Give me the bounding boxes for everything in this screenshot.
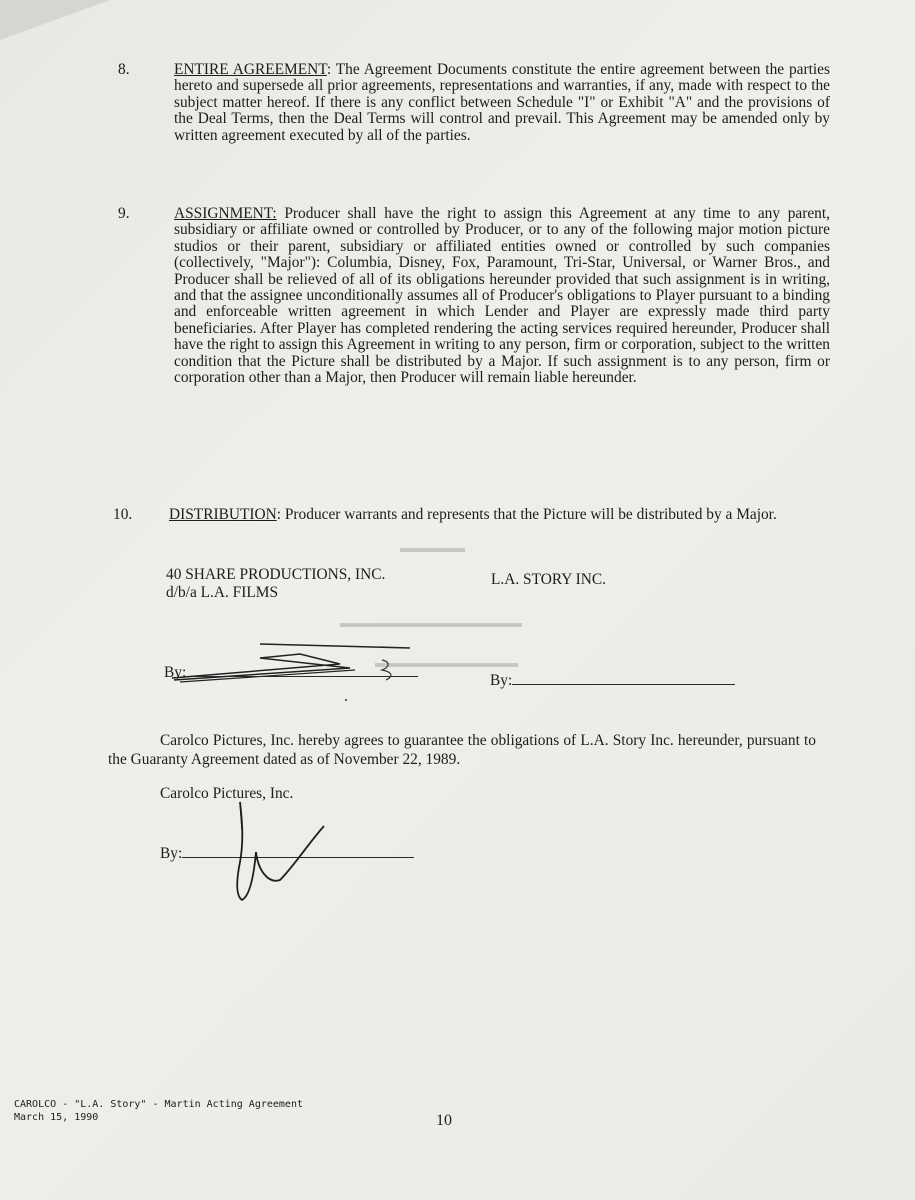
guarantee-paragraph: Carolco Pictures, Inc. hereby agrees to guarantee the obligations of L.A. Story Inc. hereunder, pursuant to the Guaranty Agreement dated as of November 22, 1989. (108, 732, 816, 768)
clause-10 (113, 507, 830, 523)
folded-corner (0, 0, 110, 40)
right-signature-line (490, 670, 735, 690)
clause-text: Producer warrants and represents that the Picture will be distributed by a Major. (281, 506, 777, 523)
page-number: 10 (436, 1112, 452, 1129)
footer-reference (14, 1098, 303, 1124)
guarantor-name: Carolco Pictures, Inc. (160, 785, 294, 802)
clause-number: 8. (118, 61, 130, 78)
right-company-name: L.A. STORY INC. (491, 571, 607, 588)
footer-date: March 15, 1990 (14, 1112, 99, 1123)
left-company-name: 40 SHARE PRODUCTIONS, INC. (166, 566, 386, 583)
left-company-block (166, 566, 385, 602)
guarantor-signature-image (228, 800, 338, 910)
by-label: By: (160, 845, 183, 862)
producer-signature-image (160, 636, 440, 696)
clause-heading: ASSIGNMENT: (174, 205, 277, 222)
clause-number: 10. (113, 506, 133, 523)
clause-paragraph: ENTIRE AGREEMENT: The Agreement Documents constitute the entire agreement between the parties hereto and supersede all prior agreements, representations and warranties, if any, made with respect to the subject matter hereof. If there is any conflict between Schedule "I" or Exhibit "A" and the provisions of the Deal Terms, then the Deal Terms will control and prevail. This Agreement may be amended only by written agreement executed by all of the parties. (174, 61, 830, 144)
clause-9 (118, 206, 830, 386)
bleed-through-mark: ▬▬▬▬▬▬▬▬▬▬▬ (375, 655, 518, 670)
bleed-through-mark: ▬▬▬▬▬▬▬▬▬▬▬▬▬▬ (340, 615, 522, 630)
clause-8 (118, 62, 830, 144)
by-label: By: (490, 672, 513, 689)
footer-title: CAROLCO - "L.A. Story" - Martin Acting Agreement (14, 1099, 303, 1110)
right-company-block (491, 571, 606, 589)
bleed-through-mark: ▬▬▬▬▬ (400, 540, 465, 555)
clause-text: The Agreement Documents constitute the entire agreement between the parties hereto and supersede all prior agreements, representations and warranties, if any, made with respect to the subject matter hereof. If there is any conflict between Schedule "I" or Exhibit "A" and the provisions of the Deal Terms, then the Deal Terms will control and prevail. This Agreement may be amended only by written agreement executed by all of the parties. (174, 61, 830, 144)
clause-paragraph (174, 206, 830, 386)
clause-text: Producer shall have the right to assign this Agreement at any time to any parent, subsidiary or affiliate owned or controlled by Producer, or to any of the following major motion picture studios or their parent, subsidiary or affiliated entities owned or controlled by such companies (collectively, "Major"): Columbia, Disney, Fox, Paramount, Tri-Star, Universal, or Warner Bros., and Producer shall be relieved of all of its obligations hereunder provided that such assignment is in writing, and that the assignee unconditionally assumes all of Producer's obligations to Player pursuant to a binding and enforceable written agreement in which Lender and Player are expressly made third party beneficiaries. After Player has completed rendering the acting services required hereunder, Producer shall have the right to assign this Agreement in writing to any person, firm or corporation, subject to the written condition that the Picture shall be distributed by a Major. If such assignment is to any person, firm or corporation other than a Major, then Producer will remain liable hereunder. (174, 205, 830, 387)
by-label: By: (164, 664, 187, 681)
clause-paragraph: DISTRIBUTION: Producer warrants and represents that the Picture will be distributed by a Major. (169, 506, 777, 523)
left-company-dba: d/b/a L.A. FILMS (166, 584, 279, 601)
clause-heading: ENTIRE AGREEMENT (174, 61, 327, 78)
clause-number: 9. (118, 205, 130, 222)
clause-heading: DISTRIBUTION (169, 506, 277, 523)
signature-rule (512, 670, 735, 685)
